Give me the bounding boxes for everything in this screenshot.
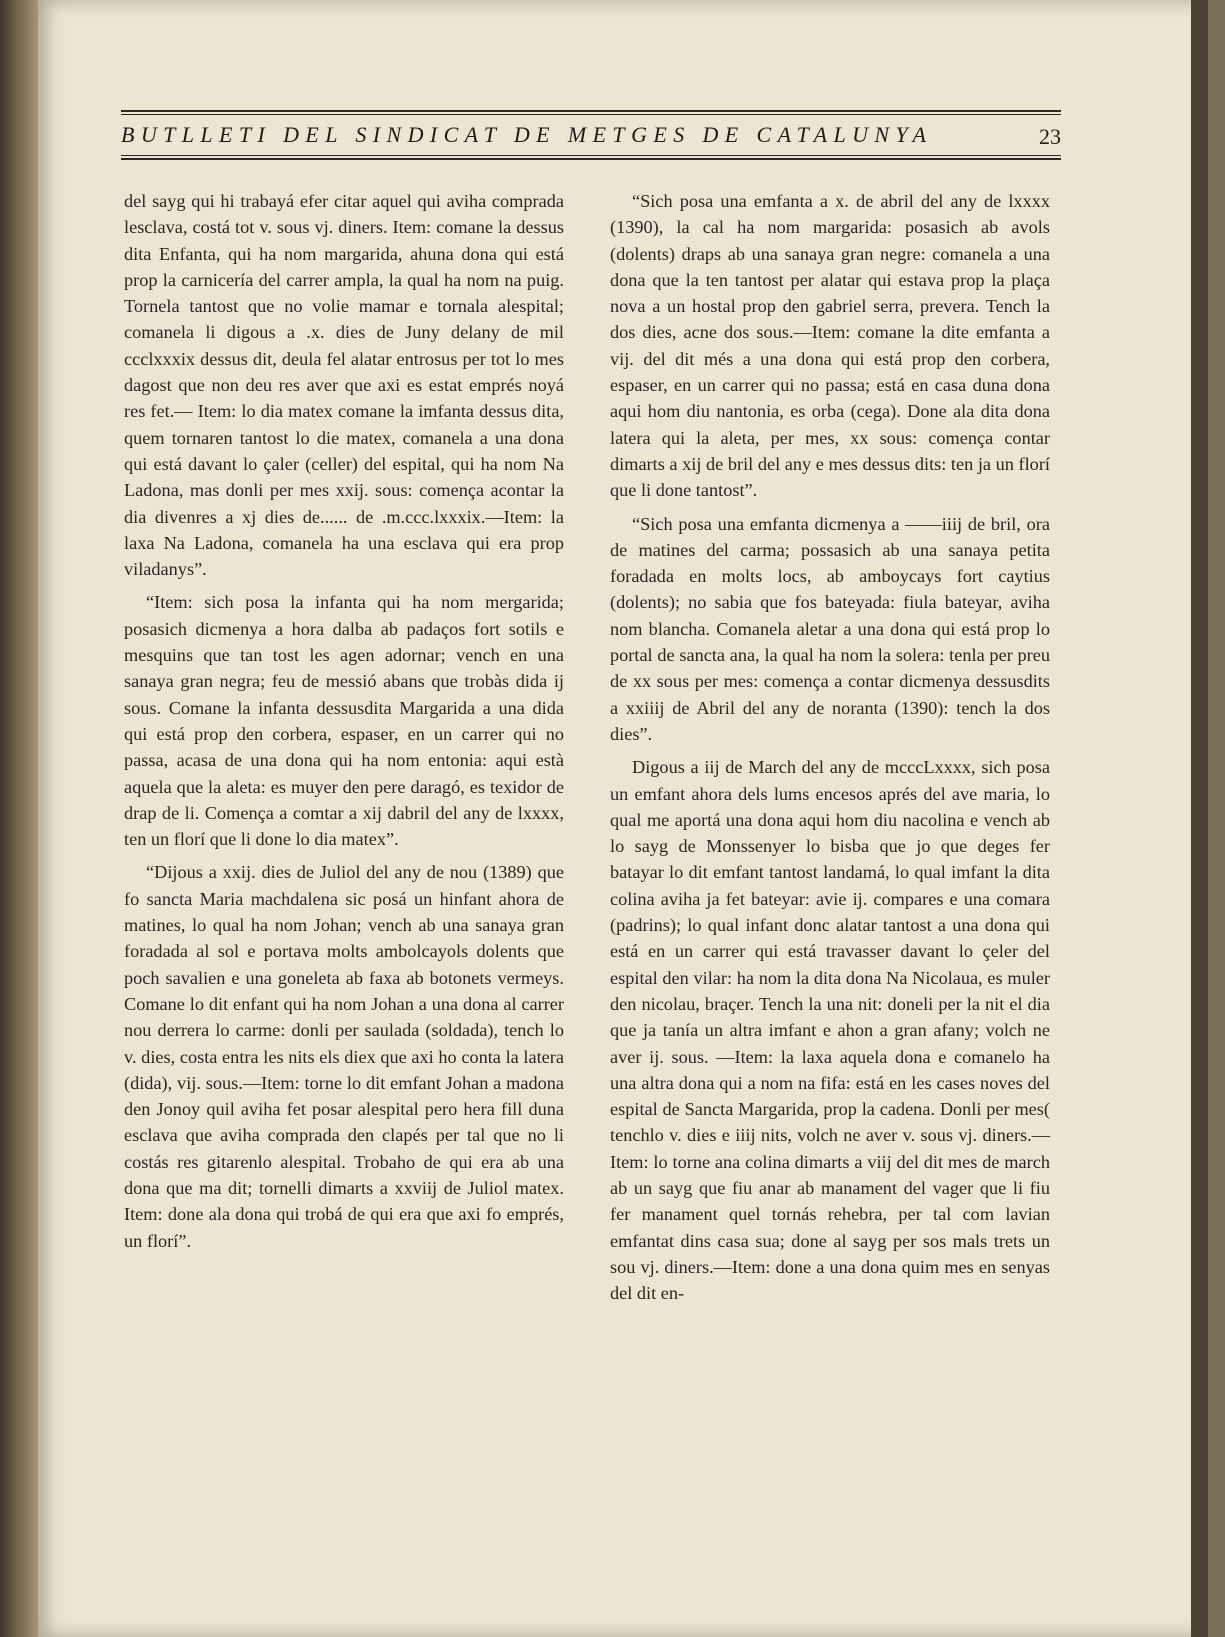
- header-rule-bottom: [121, 158, 1061, 160]
- page-header: [121, 100, 1061, 164]
- book-binding: [0, 0, 40, 1637]
- right-column: [610, 188, 1050, 1313]
- paragraph: “Sich posa una emfanta a x. de abril del any de lxxxx (1390), la cal ha nom margarida: posasich ab avols (dolents) draps ab una sanaya gran negre: comanela a una dona que la ten tantost per alatar qui estava prop la plaça nova a un hostal prop den gabriel serra, prevera. Tench la dos dies, acne dos sous.—Item: comane la dite emfanta a vij. del dit més a una dona qui está prop den corbera, espaser, en un carrer qui no passa; está en casa duna dona aqui hom diu nantonia, es orba (cega). Done ala dita dona latera qui la aleta, per mes, xx sous: començа contar dimarts a xij de bril del any e mes dessus dits: ten ja un florí que li done tantost”.: [610, 191, 1050, 501]
- paragraph: “Item: sich posa la infanta qui ha nom mergarida; posasich dicmenya a hora dalba ab padaços fort sotils e mesquins que tan tost les agen adornar; vench en una sanaya gran negra; feu de messió abans que trobàs dida ij sous. Comane la infanta dessusdita Margarida a una dida qui está prop den corbera, espaser, en un carrer qui no passa, acasa de una dona qui ha nom entonia: aqui està aquela que la aleta: es muyer den pere daragó, es texidor de drap de li. Començа a comtar a xij dabril del any de lxxxx, ten un florí que li done lo dia matex”.: [124, 592, 564, 850]
- page-number: 23: [1039, 124, 1061, 149]
- left-column: [124, 188, 564, 1261]
- header-rule-bottom-thin: [121, 155, 1061, 156]
- header-rule-top: [121, 110, 1061, 112]
- paragraph: Digous a iij de March del any de mcccLxxxx, sich posa un emfant ahora dels lums encesos aprés del ave maria, lo qual me aportá una dona aqui hom diu nacolina e vench ab lo sayg de Monssenyer lo bisba que jo que deges fer batayar lo dit emfant tantost landamá, lo qual imfant la dita colina aviha ja fet bateyar: avie ij. compares e una comara (padrins); lo qual infant donc alatar tantost a una dona qui está en un carrer qui está travasser davant lo çeler del espital den vilar: ha nom la dita dona Na Nicolaua, es muler den nicolau, braçer. Tench la una nit: doneli per la nit el dia que ja tanía un altra imfant e ahon a gran afany; volch ne aver ij. sous. —Item: la laxa aquela dona e comanelo ha una altra dona qui a nom na fifa: está en les cases noves del espital de Sancta Margarida, prop la cadena. Donli per mes( tenchlo v. dies e iiij nits, volch ne aver v. sous vj. diners.—Item: lo torne ana colina dimarts a viij del dit mes de march ab un sayg que fiu anar ab manament del vager que li fiu fer manament quel tornás rehebra, per tal com lavian emfantat dins casa sua; done al sayg per sos mals trets un sou vj. diners.—Item: done a una dona quim mes en senyas del dit en-: [610, 757, 1050, 1304]
- paragraph: del sayg qui hi trabayá efer citar aquel qui aviha comprada lesclava, costá tot v. sous vj. diners. Item: comane la dessus dita Enfanta, qui ha nom margarida, ahuna dona qui está prop la carnicería del carrer ampla, la qual ha nom na puig. Tornela tantost que no volie mamar e tornala alespital; comanela li digous a .x. dies de Juny delany de mil ccclxxxix dessus dit, deula fel alatar entrosus per tot lo mes dagost que non deu res aver que axi es estat emprés noyá res fet.— Item: lo dia matex comane la imfanta dessus dita, quem tornaren tantost lo die matex, comanela a una dona qui está davant lo çaler (celler) del espital, qui ha nom Na Ladona, mas donli per mes xxij. sous: començа acontar la dia divenres a xj dies de...... de .m.ccc.lxxxix.—Item: la laxa Na Ladona, comanela ha una esclava qui era prop viladanys”.: [124, 191, 564, 580]
- page-edge: [1191, 0, 1208, 1637]
- header-rule-top-thin: [121, 114, 1061, 115]
- running-title: BUTLLETI DEL SINDICAT DE METGES DE CATALUNYA: [121, 122, 933, 147]
- paragraph: “Dijous a xxij. dies de Juliol del any de nou (1389) que fo sancta Maria machdalena sic posá un hinfant ahora de matines, lo qual ha nom Johan; vench ab una sanaya gran foradada al sol e portava molts ambolcayols dolents que poch savalien e una goneleta ab faxa ab botonets vermeys. Comane lo dit enfant qui ha nom Johan a una dona al carrer nou derrera lo carme: donli per saulada (soldada), tench lo v. dies, costa entra les nits els diex que axi ho conta la latera (dida), vij. sous.—Item: torne lo dit emfant Johan a madona den Jonoy quil aviha fet posar alespital pero hera fill duna esclava que aviha comprada den clapés per tal que no li costás res gitarenlo alespital. Trobaho de qui era ab una dona que ma dit; tornelli dimarts a xxviij de Juliol matex. Item: done ala dona qui trobá de qui era que axi fo emprés, un florí”.: [124, 862, 564, 1251]
- paragraph: “Sich posa una emfanta dicmenya a ——iiij de bril, ora de matines del carma; possasich ab una sanaya petita foradada en molts locs, ab amboycays fort caytius (dolents); no sabia que fos bateyada: fiula bateyar, aviha nom blancha. Comanela aletar a una dona qui está prop lo portal de sancta ana, la qual ha nom la solera: tenla per preu de xx sous per mes: començа a contar dicmenya dessusdits a xxiiij de Abril del any de noranta (1390): tench la dos dies”.: [610, 513, 1050, 744]
